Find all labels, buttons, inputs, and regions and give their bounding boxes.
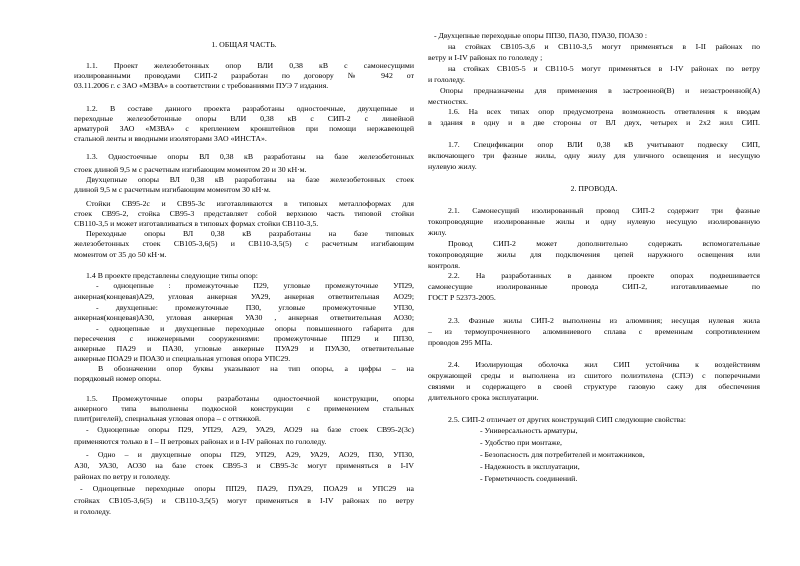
left-text-line: стальной ленты и вводными изоляторами ЗАО «ИНСТА». xyxy=(74,134,267,143)
right-text-line: жилу. xyxy=(428,228,447,237)
right-text-line: 2.3. Фазные жилы СИП-2 выполнены из алюминия; несущая нулевая жила xyxy=(448,316,760,325)
right-text-line: ГОСТ Р 52373-2005. xyxy=(428,293,496,302)
left-text-line: применяются только в I – II ветровых районах и в I-IV районах по гололеду. xyxy=(74,437,327,446)
right-text-line: окружающей среды и выполнена из сшитого полиэтилена (СПЭ) с поперечными xyxy=(428,371,760,380)
right-text-line: - Герметичность соединений. xyxy=(480,474,578,483)
left-text-line: 03.11.2006 г. с ЗАО «МЗВА» в соответствии с требованиями ПУЭ 7 издания. xyxy=(74,81,329,90)
left-text-line: стойках СВ105-3,6(5) и СВ110-3,5(5) могут применяться в I-IV районах по ветру xyxy=(74,496,414,505)
right-text-line: включающего три фазные жилы, одну жилу для уличного освещения и несущую xyxy=(428,151,760,160)
left-text-line: анкерные ПА29 и ПА30, угловые анкерные ПУА29 и ПУА30, ответвительные xyxy=(74,344,414,353)
right-text-line: 1.6. На всех типах опор предусмотрена возможность ответвления к вводам xyxy=(448,107,760,116)
left-text-line: стоек СВ95-2, стойка СВ95-3 представляет собой верхнюю часть типовой стойки xyxy=(74,209,414,218)
left-text-line: 1. ОБЩАЯ ЧАСТЬ. xyxy=(211,40,277,49)
right-text-line: ветру и I-IV районах по гололеду ; xyxy=(428,53,543,62)
left-text-line: плит(ригелей), специальная угловая опора – с оттяжкой. xyxy=(74,414,261,423)
left-text-line: 1.3. Одностоечные опоры ВЛ 0,38 кВ разработаны на базе железобетонных xyxy=(86,152,414,161)
left-text-line: порядковый номер опоры. xyxy=(74,374,162,383)
right-text-line: проводов 295 МПа. xyxy=(428,338,493,347)
right-text-line: длительного срока эксплуатации. xyxy=(428,393,539,402)
left-text-line: 1.4 В проекте представлены следующие типы опор: xyxy=(86,271,258,280)
left-text-line: пересечения с инженерными сооружениями: промежуточные ПП29 и ПП30, xyxy=(74,334,414,343)
left-text-line: СВ110-3,5 и может изготавливаться в типовых формах стойки СВ110-3,5. xyxy=(74,219,319,228)
left-text-line: В обозначении опор буквы указывают на тип опоры, а цифры – на xyxy=(98,364,414,373)
right-text-line: – из термоупрочненного алюминиевого сплава с временным сопротивлением xyxy=(428,327,760,336)
left-text-line: - двухцепные: промежуточные П30, угловые промежуточные УП30, xyxy=(96,303,414,312)
left-text-line: Стойки СВ95-2с и СВ95-3с изготавливаются в типовых металлоформах для xyxy=(86,199,414,208)
right-text-line: на стойках СВ105-5 и СВ110-5 могут применяться в I-IV районах по ветру xyxy=(448,64,760,73)
left-text-line: - Одноцепные опоры П29, УП29, А29, УА29, АО29 на базе стоек СВ95-2(3с) xyxy=(86,425,414,434)
left-text-line: изолированными проводами СИП-2 разработан по договору № 942 от xyxy=(74,71,414,80)
right-text-line: Опоры предназначены для применения в застроенной(В) и незастроенной(А) xyxy=(440,86,760,95)
right-text-line: 2.2. На разработанных в данном проекте опорах подвешивается xyxy=(448,271,760,280)
right-text-line: 2.1. Самонесущий изолированный провод СИП-2 содержит три фазные xyxy=(448,206,760,215)
right-text-line: самонесущие изолированные провода СИП-2, изготавливаемые по xyxy=(428,282,760,291)
left-text-line: и гололеду. xyxy=(74,507,111,516)
left-text-line: 1.2. В составе данного проекта разработаны одностоечные, двухцепные и xyxy=(86,104,414,113)
left-text-line: переходные железобетонные опоры ВЛИ 0,38 кВ с СИП-2 с линейной xyxy=(74,114,414,123)
left-text-line: - одноцепные и двухцепные переходные опоры повышенного габарита для xyxy=(96,324,414,333)
right-text-line: Провод СИП-2 может дополнительно содержать вспомогательные xyxy=(448,239,760,248)
left-text-line: 1.1. Проект железобетонных опор ВЛИ 0,38 кВ с самонесущими xyxy=(86,61,414,70)
left-text-line: 1.5. Промежуточные опоры разработаны одностоечной конструкции, опоры xyxy=(86,394,414,403)
right-text-line: токопроводящие изолированные жилы и одну нулевую несущую изолированную xyxy=(428,217,760,226)
right-text-line: местностях. xyxy=(428,97,468,106)
left-text-line: анкерная(концевая)А29, угловая анкерная УА29, анкерная ответвительная АО29; xyxy=(74,292,414,301)
right-text-line: - Удобство при монтаже, xyxy=(480,438,563,447)
left-text-line: длиной 9,5 м с расчетным изгибающим моментом 30 кН·м. xyxy=(74,185,271,194)
right-text-line: - Безопасность для потребителей и монтажников, xyxy=(480,450,645,459)
left-text-line: анкерного типа выполнены подкосной конструкции с применением стальных xyxy=(74,404,414,413)
left-text-line: моментом от 35 до 50 кН·м. xyxy=(74,250,167,259)
left-text-line: - одноцепные : промежуточные П29, угловые промежуточные УП29, xyxy=(96,281,414,290)
left-text-line: стоек длиной 9,5 м с расчетным изгибающим моментом 20 и 30 кН·м. xyxy=(74,165,307,174)
right-text-line: и гололеду. xyxy=(428,75,465,84)
right-text-line: - Надежность в эксплуатации, xyxy=(480,462,580,471)
right-text-line: 2.5. СИП-2 отличает от других конструкций СИП следующие свойства: xyxy=(448,415,686,424)
right-text-line: в здания в одну и в две стороны от ВЛ двух, четырех и 2х2 жил СИП. xyxy=(428,118,760,127)
right-text-line: связями и содержащего в своей структуре газовую сажу для обеспечения xyxy=(428,382,760,391)
right-text-line: токопроводящие жилы для подключения цепей наружного освещения или xyxy=(428,250,760,259)
left-text-line: анкерная(концевая)А30, угловая анкерная УА30 , анкерная ответвительная АО30; xyxy=(74,313,414,322)
right-text-line: нулевую жилу. xyxy=(428,162,477,171)
right-text-line: 1.7. Спецификации опор ВЛИ 0,38 кВ учитывают подвеску СИП, xyxy=(448,140,760,149)
left-text-line: Переходные опоры ВЛ 0,38 кВ разработаны на базе типовых xyxy=(86,229,414,238)
left-text-line: районах по ветру и гололеду. xyxy=(74,472,171,481)
left-text-line: Двухцепные опоры ВЛ 0,38 кВ разработаны на базе железобетонных стоек xyxy=(86,175,414,184)
left-text-line: анкерные ПОА29 и ПОА30 и специальная угловая опора УПС29. xyxy=(74,354,291,363)
left-text-line: А30, УА30, АО30 на базе стоек СВ95-3 и СВ95-3с могут применяться в I-IV xyxy=(74,461,414,470)
left-text-line: - Одноцепные переходные опоры ПП29, ПА29, ПУА29, ПОА29 и УПС29 на xyxy=(80,484,414,493)
right-text-line: 2.4. Изолирующая оболочка жил СИП устойчива к воздействиям xyxy=(448,360,760,369)
left-text-line: железобетонных стоек СВ105-3,6(5) и СВ110-3,5(5) с расчетным изгибающим xyxy=(74,239,414,248)
right-text-line: 2. ПРОВОДА. xyxy=(570,184,618,193)
left-text-line: - Одно – и двухцепные опоры П29, УП29, А29, УА29, АО29, П30, УП30, xyxy=(86,450,414,459)
left-text-line: арматурой ЗАО «МЗВА» с креплением кронштейнов при помощи нержавеющей xyxy=(74,124,414,133)
right-text-line: на стойках СВ105-3,6 и СВ110-3,5 могут применяться в I-II районах по xyxy=(448,42,760,51)
right-text-line: - Двухцепные переходные опоры ПП30, ПА30, ПУА30, ПОА30 : xyxy=(434,31,648,40)
right-text-line: контроля. xyxy=(428,261,461,270)
right-text-line: - Универсальность арматуры, xyxy=(480,426,578,435)
